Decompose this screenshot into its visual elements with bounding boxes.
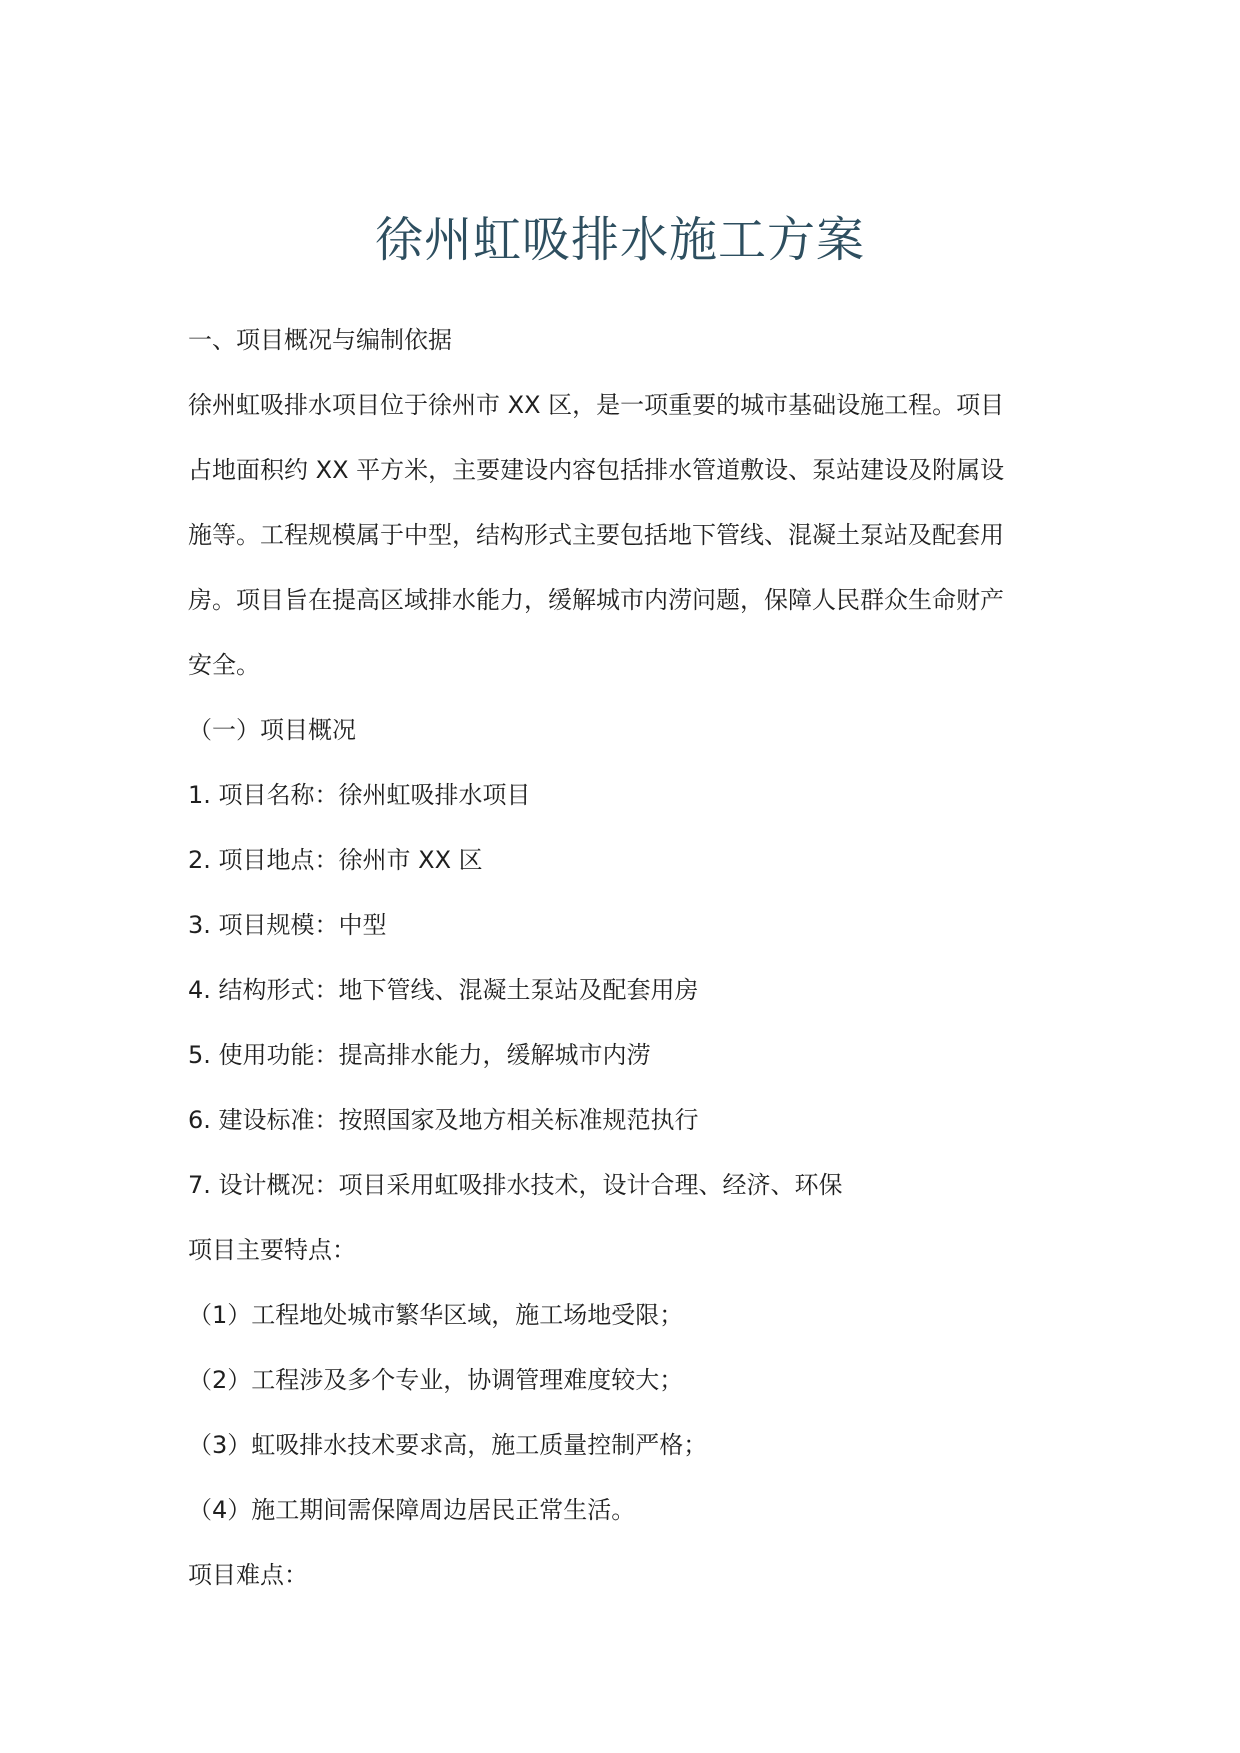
paragraph-line: 安全。 xyxy=(188,651,260,679)
document-title: 徐州虹吸排水施工方案 xyxy=(374,212,865,268)
paragraph-line: 施等。工程规模属于中型，结构形式主要包括地下管线、混凝土泵站及配套用 xyxy=(188,521,1004,549)
feature-item: （3）虹吸排水技术要求高，施工质量控制严格； xyxy=(188,1431,708,1459)
overview-item: 3. 项目规模：中型 xyxy=(188,911,387,939)
difficulties-heading: 项目难点： xyxy=(188,1561,308,1589)
overview-item: 2. 项目地点：徐州市 XX 区 xyxy=(188,846,483,874)
overview-section xyxy=(188,698,1056,1608)
features-heading: 项目主要特点： xyxy=(188,1236,356,1264)
paragraph-line: 徐州虹吸排水项目位于徐州市 XX 区，是一项重要的城市基础设施工程。项目 xyxy=(188,391,1005,419)
intro-paragraph xyxy=(188,373,1056,698)
subsection-heading: （一）项目概况 xyxy=(188,716,356,744)
paragraph-line: 房。项目旨在提高区域排水能力，缓解城市内涝问题，保障人民群众生命财产 xyxy=(188,586,1004,614)
overview-item: 4. 结构形式：地下管线、混凝土泵站及配套用房 xyxy=(188,976,699,1004)
feature-item: （1）工程地处城市繁华区域，施工场地受限； xyxy=(188,1301,684,1329)
paragraph-line: 占地面积约 XX 平方米，主要建设内容包括排水管道敷设、泵站建设及附属设 xyxy=(188,456,1005,484)
section-heading: 一、项目概况与编制依据 xyxy=(188,326,452,354)
overview-item: 5. 使用功能：提高排水能力，缓解城市内涝 xyxy=(188,1041,651,1069)
feature-item: （4）施工期间需保障周边居民正常生活。 xyxy=(188,1496,636,1524)
overview-item: 7. 设计概况：项目采用虹吸排水技术，设计合理、经济、环保 xyxy=(188,1171,843,1199)
feature-item: （2）工程涉及多个专业，协调管理难度较大； xyxy=(188,1366,684,1394)
overview-item: 6. 建设标准：按照国家及地方相关标准规范执行 xyxy=(188,1106,699,1134)
overview-item: 1. 项目名称：徐州虹吸排水项目 xyxy=(188,781,531,809)
